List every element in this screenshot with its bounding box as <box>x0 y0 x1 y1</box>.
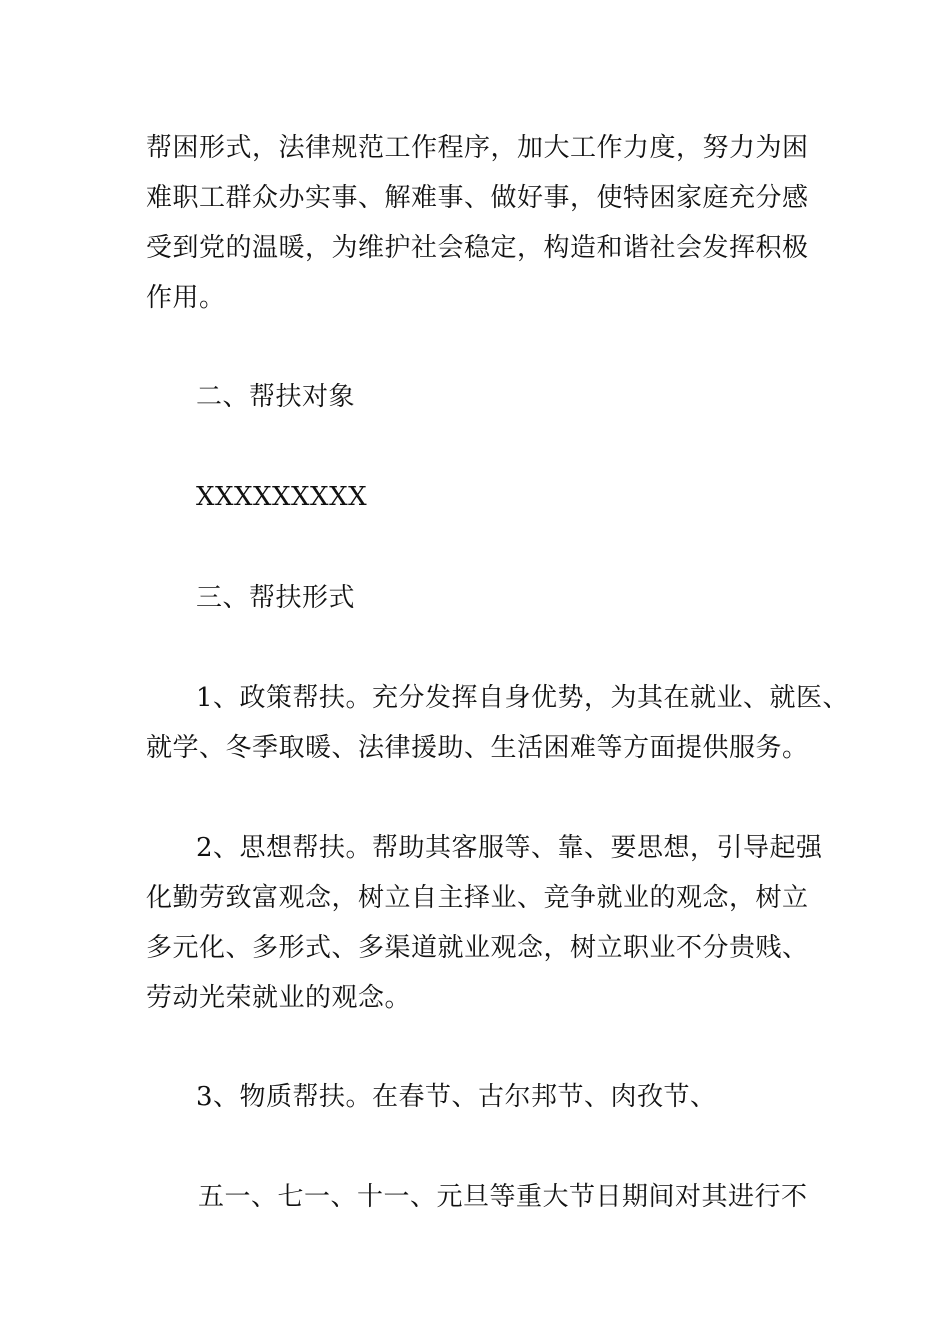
text-line: 就学、冬季取暖、法律援助、生活困难等方面提供服务。 <box>146 733 809 763</box>
text-line: 多元化、多形式、多渠道就业观念，树立职业不分贵贱、 <box>146 933 809 963</box>
text-line: 帮困形式，法律规范工作程序，加大工作力度，努力为困 <box>146 133 809 163</box>
text-line: 作用。 <box>146 283 226 313</box>
text-line: 3、物质帮扶。在春节、古尔邦节、肉孜节、 <box>196 1082 717 1112</box>
text-line: 2、思想帮扶。帮助其客服等、靠、要思想，引导起强 <box>196 833 823 863</box>
placeholder-text: XXXXXXXXX <box>196 482 368 512</box>
text-line: 化勤劳致富观念，树立自主择业、竞争就业的观念，树立 <box>146 883 809 913</box>
text-line: 1、政策帮扶。充分发挥自身优势，为其在就业、就医、 <box>196 683 850 713</box>
text-line: 劳动光荣就业的观念。 <box>146 983 412 1013</box>
text-line: 难职工群众办实事、解难事、做好事，使特困家庭充分感 <box>146 183 809 213</box>
continuation-line: 五一、七一、十一、元旦等重大节日期间对其进行不 <box>198 1182 808 1212</box>
text-line: 受到党的温暖，为维护社会稳定，构造和谐社会发挥积极 <box>146 233 809 263</box>
section-heading-targets: 二、帮扶对象 <box>196 382 356 412</box>
section-heading-forms: 三、帮扶形式 <box>196 583 356 613</box>
